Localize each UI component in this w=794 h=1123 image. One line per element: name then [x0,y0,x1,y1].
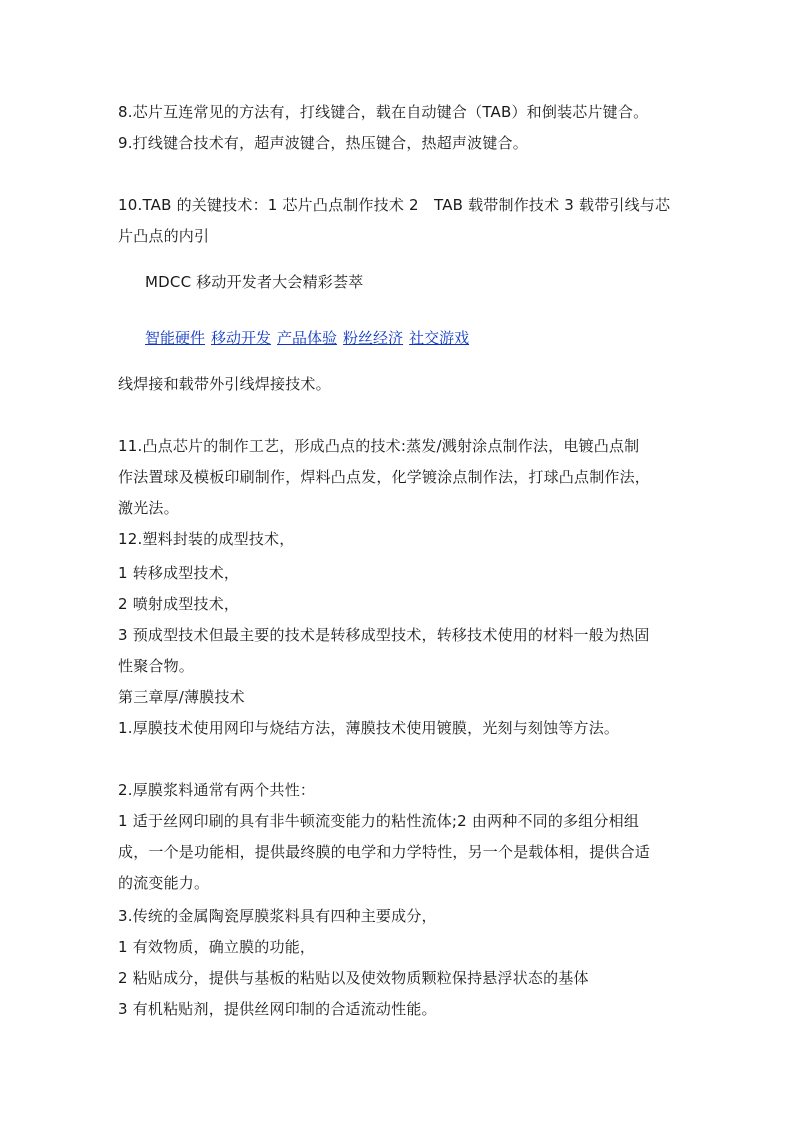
ad-heading: MDCC 移动开发者大会精彩荟萃 [145,273,364,291]
text-line: 1.厚膜技术使用网印与烧结方法，薄膜技术使用镀膜，光刻与刻蚀等方法。 [118,719,620,737]
tag-links [145,328,475,348]
text-line: 12.塑料封装的成型技术， [118,530,295,548]
text-line: 10.TAB 的关键技术：1 芯片凸点制作技术 2 TAB 载带制作技术 3 载带引线与芯 [118,196,671,214]
text-line: 的流变能力。 [118,874,210,892]
text-line: 2.厚膜浆料通常有两个共性： [118,781,316,799]
section-heading: 第三章厚/薄膜技术 [118,688,245,706]
text-line: 11.凸点芯片的制作工艺，形成凸点的技术:蒸发/溅射涂点制作法，电镀凸点制 [118,437,640,455]
text-line: 1 适于丝网印刷的具有非牛顿流变能力的粘性流体;2 由两种不同的多组分相组 [118,812,640,830]
link-social-games[interactable]: 社交游戏 [409,329,470,347]
text-line: 3.传统的金属陶瓷厚膜浆料具有四种主要成分， [118,907,437,925]
text-line: 3 有机粘贴剂，提供丝网印制的合适流动性能。 [118,1000,437,1018]
link-product-experience[interactable]: 产品体验 [277,329,338,347]
text-line: 作法置球及模板印刷制作，焊料凸点发，化学镀涂点制作法，打球凸点制作法， [118,468,651,486]
text-line: 2 喷射成型技术， [118,595,240,613]
text-line: 1 有效物质，确立膜的功能， [118,938,316,956]
link-mobile-dev[interactable]: 移动开发 [211,329,272,347]
text-line: 线焊接和载带外引线焊接技术。 [118,375,331,393]
text-line: 片凸点的内引 [118,227,210,245]
text-line: 性聚合物。 [118,657,195,675]
text-line: 1 转移成型技术， [118,564,240,582]
text-line: 2 粘贴成分，提供与基板的粘贴以及使效物质颗粒保持悬浮状态的基体 [118,969,589,987]
text-line: 9.打线键合技术有，超声波键合，热压键合，热超声波键合。 [118,134,528,152]
text-line: 激光法。 [118,499,179,517]
text-line: 8.芯片互连常见的方法有，打线键合，载在自动键合（TAB）和倒装芯片键合。 [118,103,649,121]
text-line: 3 预成型技术但最主要的技术是转移成型技术，转移技术使用的材料一般为热固 [118,626,650,644]
link-smart-hardware[interactable]: 智能硬件 [145,329,206,347]
link-fan-economy[interactable]: 粉丝经济 [343,329,404,347]
text-line: 成，一个是功能相，提供最终膜的电学和力学特性，另一个是载体相，提供合适 [118,843,651,861]
